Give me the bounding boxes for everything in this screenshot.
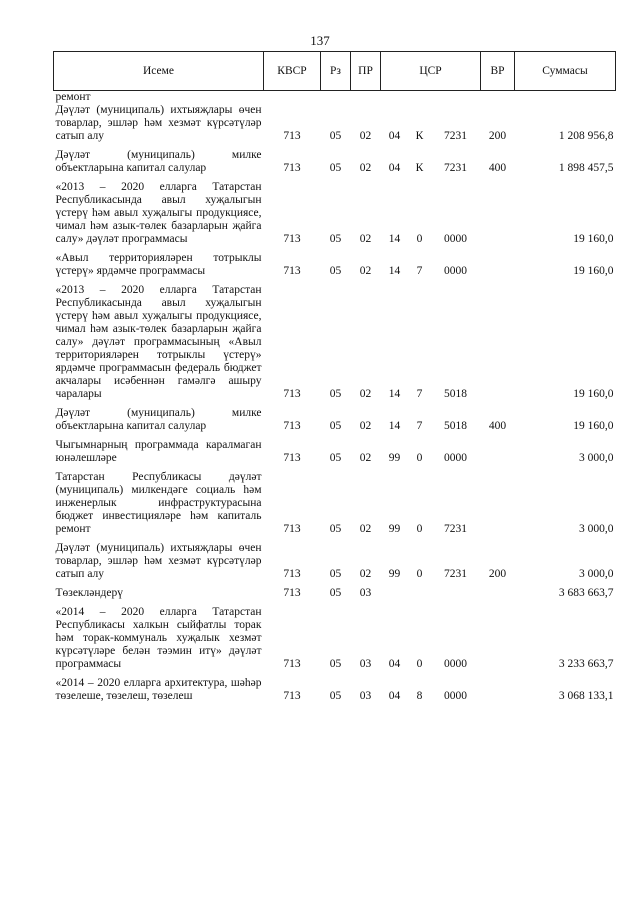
row-pr: 02 bbox=[359, 568, 372, 580]
row-kvsr: 713 bbox=[283, 568, 301, 580]
row-pr: 02 bbox=[359, 523, 372, 535]
row-kvsr: 713 bbox=[283, 587, 301, 599]
row-kvsr: 713 bbox=[283, 162, 301, 174]
row-pr: 03 bbox=[359, 587, 372, 599]
row-name: Төзекләндерү bbox=[55, 587, 123, 599]
table-row bbox=[54, 149, 616, 175]
row-pr: 02 bbox=[359, 388, 372, 400]
row-rz: 05 bbox=[329, 452, 342, 464]
row-pr: 02 bbox=[359, 452, 372, 464]
carry-over-text: ремонт bbox=[55, 91, 91, 103]
row-kvsr: 713 bbox=[283, 452, 301, 464]
row-csr-program: 99 bbox=[388, 452, 401, 464]
row-sum: 1 898 457,5 bbox=[558, 162, 614, 174]
header-sum: Суммасы bbox=[515, 52, 616, 91]
header-vr: ВР bbox=[481, 52, 515, 91]
row-csr-subprogram: 7 bbox=[416, 420, 423, 432]
row-sum: 3 000,0 bbox=[579, 568, 614, 580]
table-row bbox=[54, 181, 616, 246]
table-body bbox=[54, 91, 616, 704]
header-name: Исеме bbox=[54, 52, 264, 91]
row-sum: 19 160,0 bbox=[573, 420, 614, 432]
row-csr-program: 99 bbox=[388, 568, 401, 580]
row-pr: 02 bbox=[359, 265, 372, 277]
row-csr-program: 14 bbox=[388, 233, 401, 245]
row-vr bbox=[481, 677, 515, 703]
row-csr-subprogram: 8 bbox=[416, 690, 423, 702]
row-sum: 3 000,0 bbox=[579, 523, 614, 535]
carry-over-row bbox=[54, 91, 616, 105]
row-vr bbox=[481, 252, 515, 278]
row-kvsr: 713 bbox=[283, 233, 301, 245]
row-rz: 05 bbox=[329, 658, 342, 670]
row-vr: 200 bbox=[488, 130, 507, 142]
row-sum: 3 683 663,7 bbox=[558, 587, 614, 599]
row-rz: 05 bbox=[329, 420, 342, 432]
row-csr-subprogram: 0 bbox=[416, 658, 423, 670]
row-csr-program: 14 bbox=[388, 265, 401, 277]
table-row bbox=[54, 471, 616, 536]
row-rz: 05 bbox=[329, 587, 342, 599]
table-row bbox=[54, 104, 616, 143]
table-row bbox=[54, 252, 616, 278]
row-csr-program bbox=[381, 587, 409, 600]
row-vr bbox=[481, 284, 515, 401]
row-pr: 03 bbox=[359, 658, 372, 670]
row-vr bbox=[481, 606, 515, 671]
row-csr-direction: 7231 bbox=[444, 162, 467, 174]
row-csr-direction: 5018 bbox=[444, 420, 467, 432]
row-vr: 400 bbox=[488, 162, 507, 174]
row-csr-direction: 0000 bbox=[444, 690, 467, 702]
row-csr-direction: 0000 bbox=[444, 658, 467, 670]
row-csr-subprogram: 0 bbox=[416, 568, 423, 580]
row-pr: 02 bbox=[359, 233, 372, 245]
table-header-row bbox=[54, 52, 616, 91]
row-sum: 19 160,0 bbox=[573, 233, 614, 245]
row-csr-direction: 7231 bbox=[444, 130, 467, 142]
row-csr-direction: 0000 bbox=[444, 265, 467, 277]
row-csr-program: 04 bbox=[388, 162, 401, 174]
row-name: «2014 – 2020 елларга архитектура, шәһәр төзелеше, төзелеш, төзелеш bbox=[55, 677, 262, 702]
table-row bbox=[54, 407, 616, 433]
row-kvsr: 713 bbox=[283, 658, 301, 670]
row-vr bbox=[481, 181, 515, 246]
row-csr-subprogram: 7 bbox=[416, 265, 423, 277]
row-sum: 3 068 133,1 bbox=[558, 690, 614, 702]
row-kvsr: 713 bbox=[283, 523, 301, 535]
row-rz: 05 bbox=[329, 130, 342, 142]
row-name: Татарстан Республикасы дәүләт (муниципаль) милкендәге социаль һәм инженерлык инфраструктурасына бюджет инвестицияләре һәм капиталь ремонт bbox=[55, 471, 262, 535]
row-sum: 19 160,0 bbox=[573, 388, 614, 400]
header-rz: Рз bbox=[321, 52, 351, 91]
row-pr: 02 bbox=[359, 130, 372, 142]
row-kvsr: 713 bbox=[283, 130, 301, 142]
row-csr-subprogram: 0 bbox=[416, 452, 423, 464]
row-name: Дәүләт (муниципаль) милке объектларына капитал салулар bbox=[55, 149, 262, 174]
table-row bbox=[54, 439, 616, 465]
row-csr-program: 14 bbox=[388, 388, 401, 400]
row-kvsr: 713 bbox=[283, 265, 301, 277]
page-number: 137 bbox=[310, 33, 330, 48]
table-row bbox=[54, 606, 616, 671]
row-csr-subprogram bbox=[409, 587, 431, 600]
row-pr: 03 bbox=[359, 690, 372, 702]
row-csr-subprogram: К bbox=[415, 162, 424, 174]
row-sum: 3 000,0 bbox=[579, 452, 614, 464]
row-name: Дәүләт (муниципаль) ихтыяҗлары өчен товарлар, эшләр һәм хезмәт күрсәтүләр сатып алу bbox=[55, 542, 262, 580]
row-csr-subprogram: 0 bbox=[416, 233, 423, 245]
row-name: Дәүләт (муниципаль) ихтыяҗлары өчен товарлар, эшләр һәм хезмәт күрсәтүләр сатып алу bbox=[55, 104, 262, 142]
row-sum: 19 160,0 bbox=[573, 265, 614, 277]
header-csr: ЦСР bbox=[381, 52, 481, 91]
row-csr-direction: 0000 bbox=[444, 452, 467, 464]
row-kvsr: 713 bbox=[283, 388, 301, 400]
row-kvsr: 713 bbox=[283, 420, 301, 432]
row-csr-direction: 0000 bbox=[444, 233, 467, 245]
row-name: «2014 – 2020 елларга Татарстан Республикасы халкын сыйфатлы торак һәм торак-коммуналь хуҗалык хезмәт күрсәтүләре белән тәэмин итү» дәүләт программасы bbox=[55, 606, 262, 670]
row-sum: 3 233 663,7 bbox=[558, 658, 614, 670]
row-csr-subprogram: К bbox=[415, 130, 424, 142]
row-csr-program: 99 bbox=[388, 523, 401, 535]
row-rz: 05 bbox=[329, 265, 342, 277]
row-rz: 05 bbox=[329, 690, 342, 702]
row-rz: 05 bbox=[329, 162, 342, 174]
table-row bbox=[54, 542, 616, 581]
row-rz: 05 bbox=[329, 388, 342, 400]
row-vr: 200 bbox=[488, 568, 507, 580]
row-name: «2013 – 2020 елларга Татарстан Республикасында авыл хуҗалыгын үстерү һәм авыл хуҗалыгы продукциясе, чимал һәм азык-төлек базарларын җайга салу» дәүләт программасының «Авыл территорияләрен тотрыклы үстерү» ярдәмче программасын федераль бюджет акчалары исәбеннән гамәлгә ашыру чаралары bbox=[55, 284, 262, 400]
row-csr-subprogram: 7 bbox=[416, 388, 423, 400]
row-name: Чыгымнарның программада каралмаган юнәлешләре bbox=[55, 439, 262, 464]
row-vr: 400 bbox=[488, 420, 507, 432]
row-csr-direction: 5018 bbox=[444, 388, 467, 400]
row-name: Дәүләт (муниципаль) милке объектларына капитал салулар bbox=[55, 407, 262, 432]
row-rz: 05 bbox=[329, 233, 342, 245]
row-csr-program: 14 bbox=[388, 420, 401, 432]
row-csr-program: 04 bbox=[388, 130, 401, 142]
row-csr-direction: 7231 bbox=[444, 568, 467, 580]
row-vr bbox=[481, 471, 515, 536]
table-row bbox=[54, 587, 616, 600]
row-csr-direction bbox=[431, 587, 481, 600]
table-row bbox=[54, 284, 616, 401]
header-kvsr: КВСР bbox=[264, 52, 321, 91]
row-rz: 05 bbox=[329, 523, 342, 535]
row-csr-program: 04 bbox=[388, 690, 401, 702]
budget-table bbox=[53, 51, 616, 703]
row-vr bbox=[481, 439, 515, 465]
row-csr-program: 04 bbox=[388, 658, 401, 670]
header-pr: ПР bbox=[351, 52, 381, 91]
row-kvsr: 713 bbox=[283, 690, 301, 702]
row-pr: 02 bbox=[359, 162, 372, 174]
row-name: «2013 – 2020 елларга Татарстан Республикасында авыл хуҗалыгын үстерү һәм авыл хуҗалыгы продукциясе, чимал һәм азык-төлек базарларын җайга салу» дәүләт программасы bbox=[55, 181, 262, 245]
row-rz: 05 bbox=[329, 568, 342, 580]
row-pr: 02 bbox=[359, 420, 372, 432]
row-name: «Авыл территорияләрен тотрыклы үстерү» ярдәмче программасы bbox=[55, 252, 262, 277]
row-vr bbox=[481, 587, 515, 600]
row-csr-direction: 7231 bbox=[444, 523, 467, 535]
table-row bbox=[54, 677, 616, 703]
row-sum: 1 208 956,8 bbox=[558, 130, 614, 142]
row-csr-subprogram: 0 bbox=[416, 523, 423, 535]
